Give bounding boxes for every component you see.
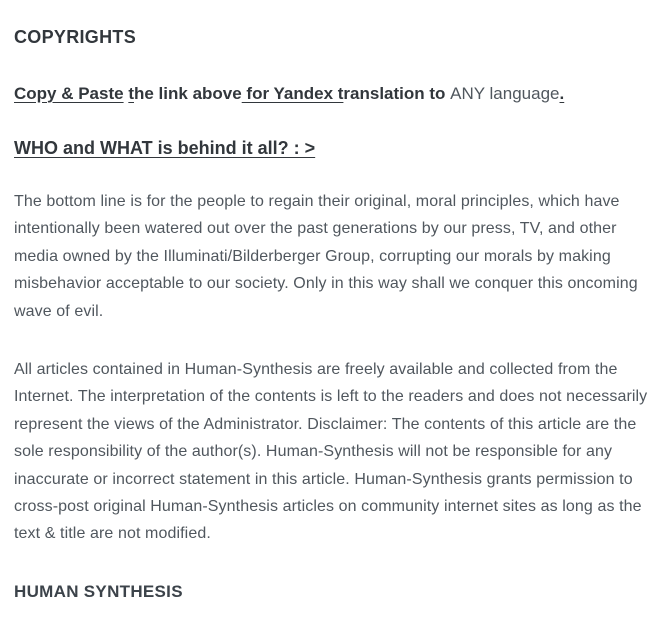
who-what-link[interactable]: WHO and WHAT is behind it all? : > xyxy=(14,138,316,158)
disclaimer-paragraph: All articles contained in Human-Synthesis are freely available and collected from the Internet. The interpretation of the contents is left to the readers and does not necessarily represent the views of the Administrator. Disclaimer: The contents of this article are the sole responsibility of the author(s). Human-Synthesis will not be responsible for any inaccurate or incorrect statement in this article. Human-Synthesis grants permission to cross-post original Human-Synthesis articles on community internet sites as long as the text & title are not modified. xyxy=(14,361,648,543)
for-yandex-underlined-text: for Yandex t xyxy=(241,84,344,103)
translate-instruction-line xyxy=(14,80,654,107)
link-above-text: he link above xyxy=(134,84,242,103)
copy-paste-underlined-text: Copy & Paste xyxy=(14,84,124,103)
who-what-line xyxy=(14,135,654,162)
any-language-text: ANY language xyxy=(450,84,560,103)
copyrights-heading: COPYRIGHTS xyxy=(14,27,137,47)
mission-paragraph: The bottom line is for the people to regain their original, moral principles, which have intentionally been watered out over the past generations by our press, TV, and other media owned by the Illuminati/Bilderberger Group, corrupting our morals by making misbehavior acceptable to our society. Only in this way shall we conquer this oncoming wave of evil. xyxy=(14,193,638,320)
translation-to-text: ranslation to xyxy=(343,84,451,103)
underlined-t-text: t xyxy=(128,84,134,103)
human-synthesis-footer-heading: HUMAN SYNTHESIS xyxy=(14,581,183,601)
period-underlined-text: . xyxy=(559,84,565,103)
